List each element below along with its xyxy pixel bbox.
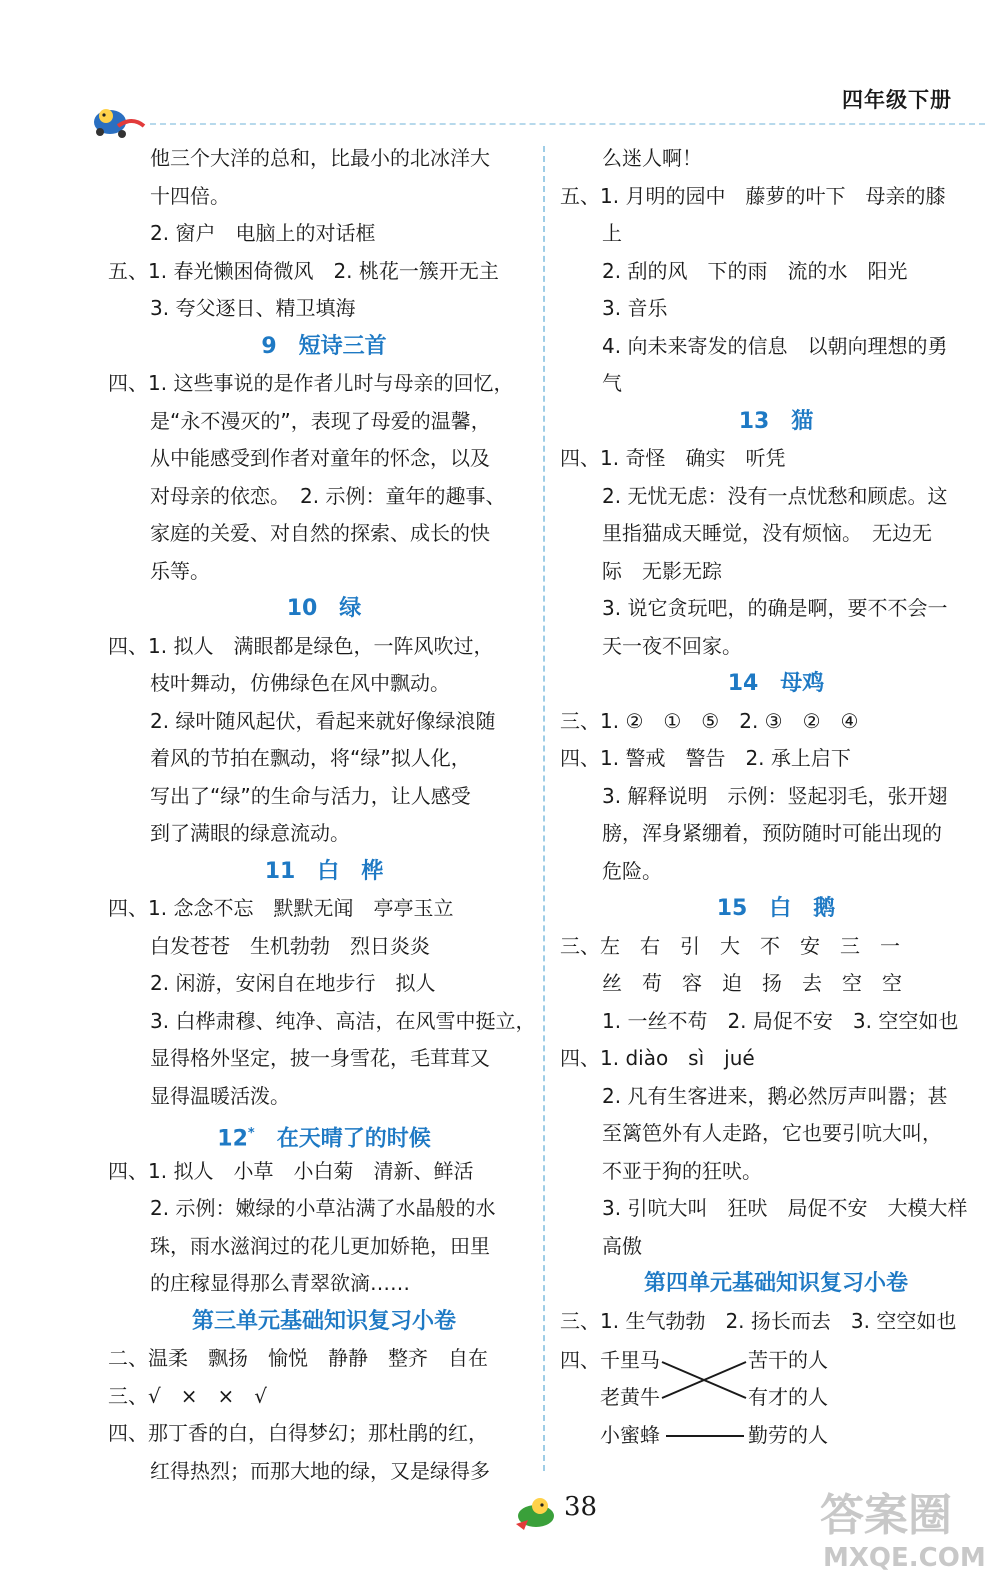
answer-line: 四、1. 奇怪 确实 听凭 [560,446,786,470]
watermark-url: MXQE.COM [823,1543,986,1573]
answer-line: 四、1. 警戒 警告 2. 承上启下 [560,746,851,770]
mascot-logo-icon [88,96,148,140]
answer-line: 里指猫成天睡觉，没有烦恼。 无边无 [602,521,932,545]
section-heading: 13 猫 [738,408,814,434]
answer-line: 对母亲的依恋。 2. 示例：童年的趣事、 [150,483,506,508]
answer-line: 2. 闲游，安闲自在地步行 拟人 [150,971,436,995]
answer-line: 3. 解释说明 示例：竖起羽毛，张开翅 [602,783,948,808]
answer-line: 从中能感受到作者对童年的怀念，以及 [150,446,490,470]
answer-line: 3. 夸父逐日、精卫填海 [150,296,356,320]
answer-line: 不亚于狗的狂吠。 [602,1158,762,1183]
page-number: 38 [564,1492,598,1522]
answer-line: 是“永不漫灭的”，表现了母爱的温馨， [150,408,491,433]
section-heading: 9 短诗三首 [261,333,387,359]
optional-mark: * [247,1126,255,1141]
answer-line: 高傲 [602,1233,642,1258]
page-header [0,0,1000,150]
mascot-icon [510,1490,566,1534]
section-heading: 11 白 桦 [264,858,384,884]
answer-line: 丝 苟 容 迫 扬 去 空 空 [602,971,902,995]
answer-line: 际 无影无踪 [602,558,722,583]
section-number: 12 [217,1126,248,1152]
section-heading: 14 母鸡 [727,671,825,696]
match-left-item: 小蜜蜂 [600,1423,660,1447]
answer-line: 1. 一丝不苟 2. 局促不安 3. 空空如也 [602,1008,959,1033]
answer-line: 天一夜不回家。 [602,633,742,658]
right-column [560,140,992,1460]
answer-line: 三、左 右 引 大 不 安 三 一 [560,933,900,958]
answer-line: 五、1. 月明的园中 藤萝的叶下 母亲的膝 [560,183,946,208]
answer-line: 么迷人啊！ [602,146,702,170]
grade-label: 四年级下册 [842,88,952,112]
answer-line: 3. 引吭大叫 狂吠 局促不安 大模大样 [602,1196,968,1220]
answer-line: 危险。 [602,858,662,883]
answer-line: 到了满眼的绿意流动。 [150,821,350,845]
answer-line: 写出了“绿”的生命与活力，让人感受 [150,783,471,808]
answer-line: 膀，浑身紧绷着，预防随时可能出现的 [602,821,942,845]
answer-line: 3. 说它贪玩吧，的确是啊，要不不会一 [602,596,948,620]
answer-line: 显得温暖活泼。 [150,1083,290,1108]
answer-line: 着风的节拍在飘动，将“绿”拟人化， [150,746,471,770]
answer-line: 枝叶舞动，仿佛绿色在风中飘动。 [150,671,450,695]
answer-line: 4. 向未来寄发的信息 以朝向理想的勇 [602,333,948,358]
watermark-logo-text: 答案圈 [820,1490,952,1541]
left-column [108,140,540,1490]
answer-line: 四、1. 这些事说的是作者儿时与母亲的回忆， [108,371,514,395]
section-heading [108,1115,540,1153]
answer-line: 气 [602,371,622,395]
answer-line: 五、1. 春光懒困倚微风 2. 桃花一簇开无主 [108,258,499,283]
answer-line: 家庭的关爱、对自然的探索、成长的快 [150,521,490,545]
answer-line: 四、1. 拟人 小草 小白菊 清新、鲜活 [108,1158,474,1183]
answer-line: 三、√ × × √ [108,1383,268,1408]
matching-lines [560,1340,992,1460]
answer-line: 三、1. ② ① ⑤ 2. ③ ② ④ [560,708,859,733]
answer-line: 二、温柔 飘扬 愉悦 静静 整齐 自在 [108,1346,488,1370]
answer-line: 2. 刮的风 下的雨 流的水 阳光 [602,258,908,283]
answer-line: 他三个大洋的总和，比最小的北冰洋大 [150,146,490,170]
answer-line: 2. 绿叶随风起伏，看起来就好像绿浪随 [150,708,496,733]
right-column-lines [560,140,992,1340]
section-heading: 15 白 鹅 [716,896,836,921]
answer-line: 至篱笆外有人走路，它也要引吭大叫， [602,1121,942,1145]
matching-exercise [560,1340,992,1460]
answer-line: 三、1. 生气勃勃 2. 扬长而去 3. 空空如也 [560,1308,957,1333]
section-heading: 10 绿 [286,596,362,621]
answer-line: 的庄稼显得那么青翠欲滴…… [150,1271,410,1295]
matching-prefix: 四、 [560,1348,600,1372]
answer-line: 乐等。 [150,558,210,583]
answer-line: 红得热烈；而那大地的绿，又是绿得多 [150,1458,490,1483]
answer-line: 3. 音乐 [602,296,668,320]
match-left-item: 老黄牛 [600,1385,660,1409]
answer-line: 四、1. diào sì jué [560,1046,755,1070]
answer-line: 十四倍。 [150,183,230,208]
answer-line: 四、那丁香的白，白得梦幻；那杜鹃的红， [108,1421,488,1445]
answer-line: 显得格外坚定，披一身雪花，毛茸茸又 [150,1046,490,1070]
answer-line: 2. 窗户 电脑上的对话框 [150,221,376,245]
answer-line: 2. 无忧无虑：没有一点忧愁和顾虑。这 [602,483,948,508]
header-divider [150,123,985,125]
match-right-item: 苦干的人 [748,1348,828,1372]
watermark [815,1480,990,1575]
column-divider [543,146,545,1471]
match-right-item: 勤劳的人 [748,1423,828,1447]
answer-line: 3. 白桦肃穆、纯净、高洁，在风雪中挺立， [150,1008,536,1033]
match-right-item: 有才的人 [748,1385,828,1409]
answer-line: 上 [602,221,622,245]
answer-line: 四、1. 拟人 满眼都是绿色，一阵风吹过， [108,633,494,658]
section-heading: 第四单元基础知识复习小卷 [643,1271,908,1296]
answer-line: 白发苍苍 生机勃勃 烈日炎炎 [150,933,430,958]
match-left-item: 千里马 [600,1348,660,1372]
answer-line: 珠，雨水滋润过的花儿更加娇艳，田里 [150,1233,490,1258]
answer-line: 四、1. 念念不忘 默默无闻 亭亭玉立 [108,896,454,920]
section-heading: 第三单元基础知识复习小卷 [191,1308,456,1334]
section-title: 在天晴了的时候 [254,1126,431,1152]
answer-line: 2. 凡有生客进来，鹅必然厉声叫嚣；甚 [602,1083,948,1108]
answer-line: 2. 示例：嫩绿的小草沾满了水晶般的水 [150,1196,496,1220]
